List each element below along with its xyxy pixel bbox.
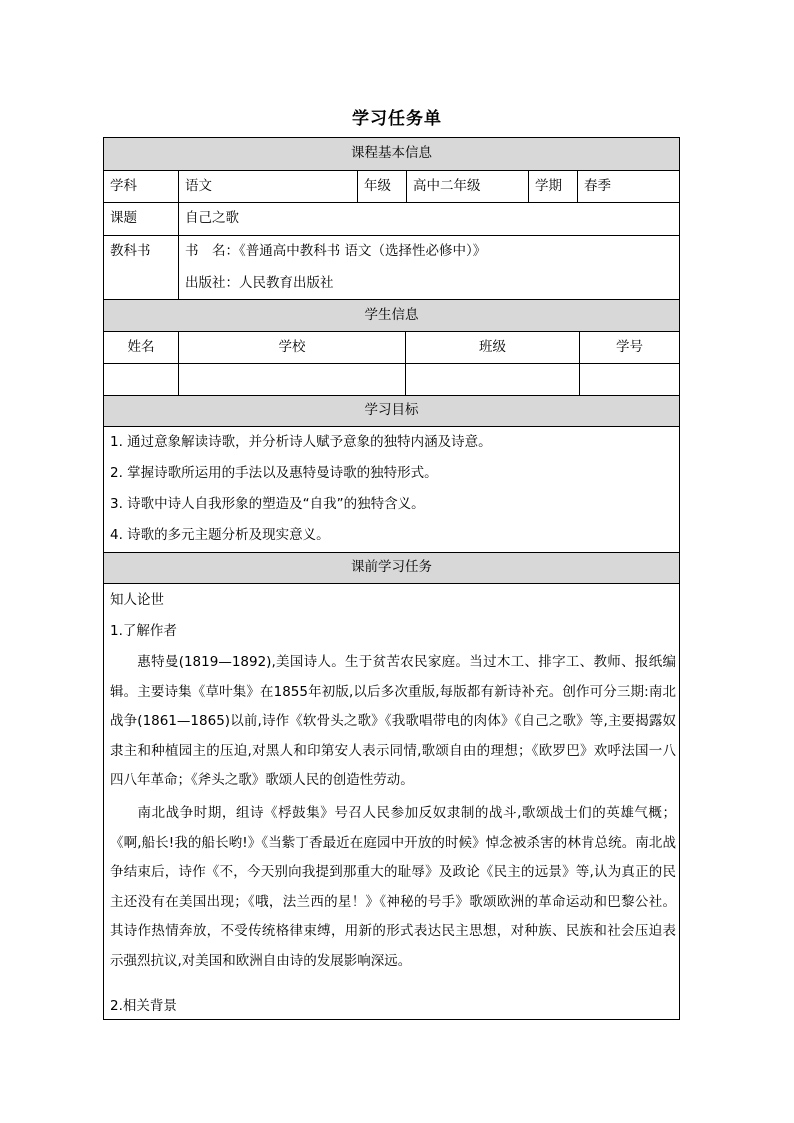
- topic-value: 自己之歌: [185, 210, 239, 227]
- section-title-pretasks: 课前学习任务: [351, 558, 432, 575]
- grade-value: 高中二年级: [413, 177, 481, 194]
- objective-item: 4. 诗歌的多元主题分析及现实意义。: [110, 527, 330, 544]
- author-paragraph-2-text: 南北战争时期，组诗《桴鼓集》号召人民参加反奴隶制的战斗,歌颂战士们的英雄气概；《啊,船长!我的船长哟!》《当紫丁香最近在庭园中开放的时候》悼念被杀害的林肯总统。南北战争结束后，诗作《不，今天别向我提到那重大的耻辱》及政论《民主的远景》等,认为真正的民主还没有在美国出现；《哦，法兰西的星！》《神秘的号手》歌颂欧洲的革命运动和巴黎公社。其诗作热情奔放，不受传统格律束缚，用新的形式表达民主思想，对种族、民族和社会压迫表示强烈抗议,对美国和欧洲自由诗的发展影响深远。: [110, 805, 676, 969]
- topic-label: 课题: [110, 210, 137, 227]
- author-paragraph-1: [110, 648, 676, 796]
- subject-label: 学科: [110, 177, 137, 194]
- student-header-class: 班级: [479, 338, 506, 355]
- student-school-cell[interactable]: [179, 364, 405, 395]
- textbook-label: 教科书: [110, 243, 151, 260]
- section-title-objectives: 学习目标: [364, 401, 419, 418]
- subject-value: 语文: [185, 177, 212, 194]
- textbook-publisher: 出版社：人民教育出版社: [185, 274, 334, 291]
- pretask-heading: 知人论世: [110, 592, 164, 609]
- page-title: 学习任务单: [352, 109, 442, 129]
- pretask-subheading-author: 1.了解作者: [110, 623, 177, 640]
- task-table: [103, 137, 680, 1020]
- student-id-cell[interactable]: [580, 364, 679, 395]
- term-value: 春季: [584, 177, 611, 194]
- term-label: 学期: [535, 177, 562, 194]
- objective-item: 2. 掌握诗歌所运用的手法以及惠特曼诗歌的独特形式。: [110, 465, 438, 482]
- author-paragraph-2: [110, 799, 676, 976]
- student-name-cell[interactable]: [104, 364, 178, 395]
- section-title-student: 学生信息: [364, 306, 419, 323]
- grade-label: 年级: [364, 177, 391, 194]
- objective-item: 1. 通过意象解读诗歌，并分析诗人赋予意象的独特内涵及诗意。: [110, 434, 492, 451]
- student-header-name: 姓名: [127, 338, 155, 355]
- section-title-course: 课程基本信息: [351, 145, 432, 162]
- objective-item: 3. 诗歌中诗人自我形象的塑造及“自我”的独特含义。: [110, 496, 425, 513]
- student-class-cell[interactable]: [406, 364, 579, 395]
- textbook-title: 书 名：《普通高中教科书 语文（选择性必修中）》: [185, 243, 487, 260]
- student-header-id: 学号: [616, 338, 643, 355]
- author-paragraph-1-text: 惠特曼(1819—1892),美国诗人。生于贫苦农民家庭。当过木工、排字工、教师、报纸编辑。主要诗集《草叶集》在1855年初版,以后多次重版,每版都有新诗补充。创作可分三期:南北战争(1861—1865)以前,诗作《软骨头之歌》《我歌唱带电的肉体》《自己之歌》等,主要揭露奴隶主和种植园主的压迫,对黑人和印第安人表示同情,歌颂自由的理想；《欧罗巴》欢呼法国一八四八年革命；《斧头之歌》歌颂人民的创造性劳动。: [110, 654, 676, 788]
- pretask-subheading-background: 2.相关背景: [110, 998, 177, 1015]
- student-header-school: 学校: [278, 338, 306, 355]
